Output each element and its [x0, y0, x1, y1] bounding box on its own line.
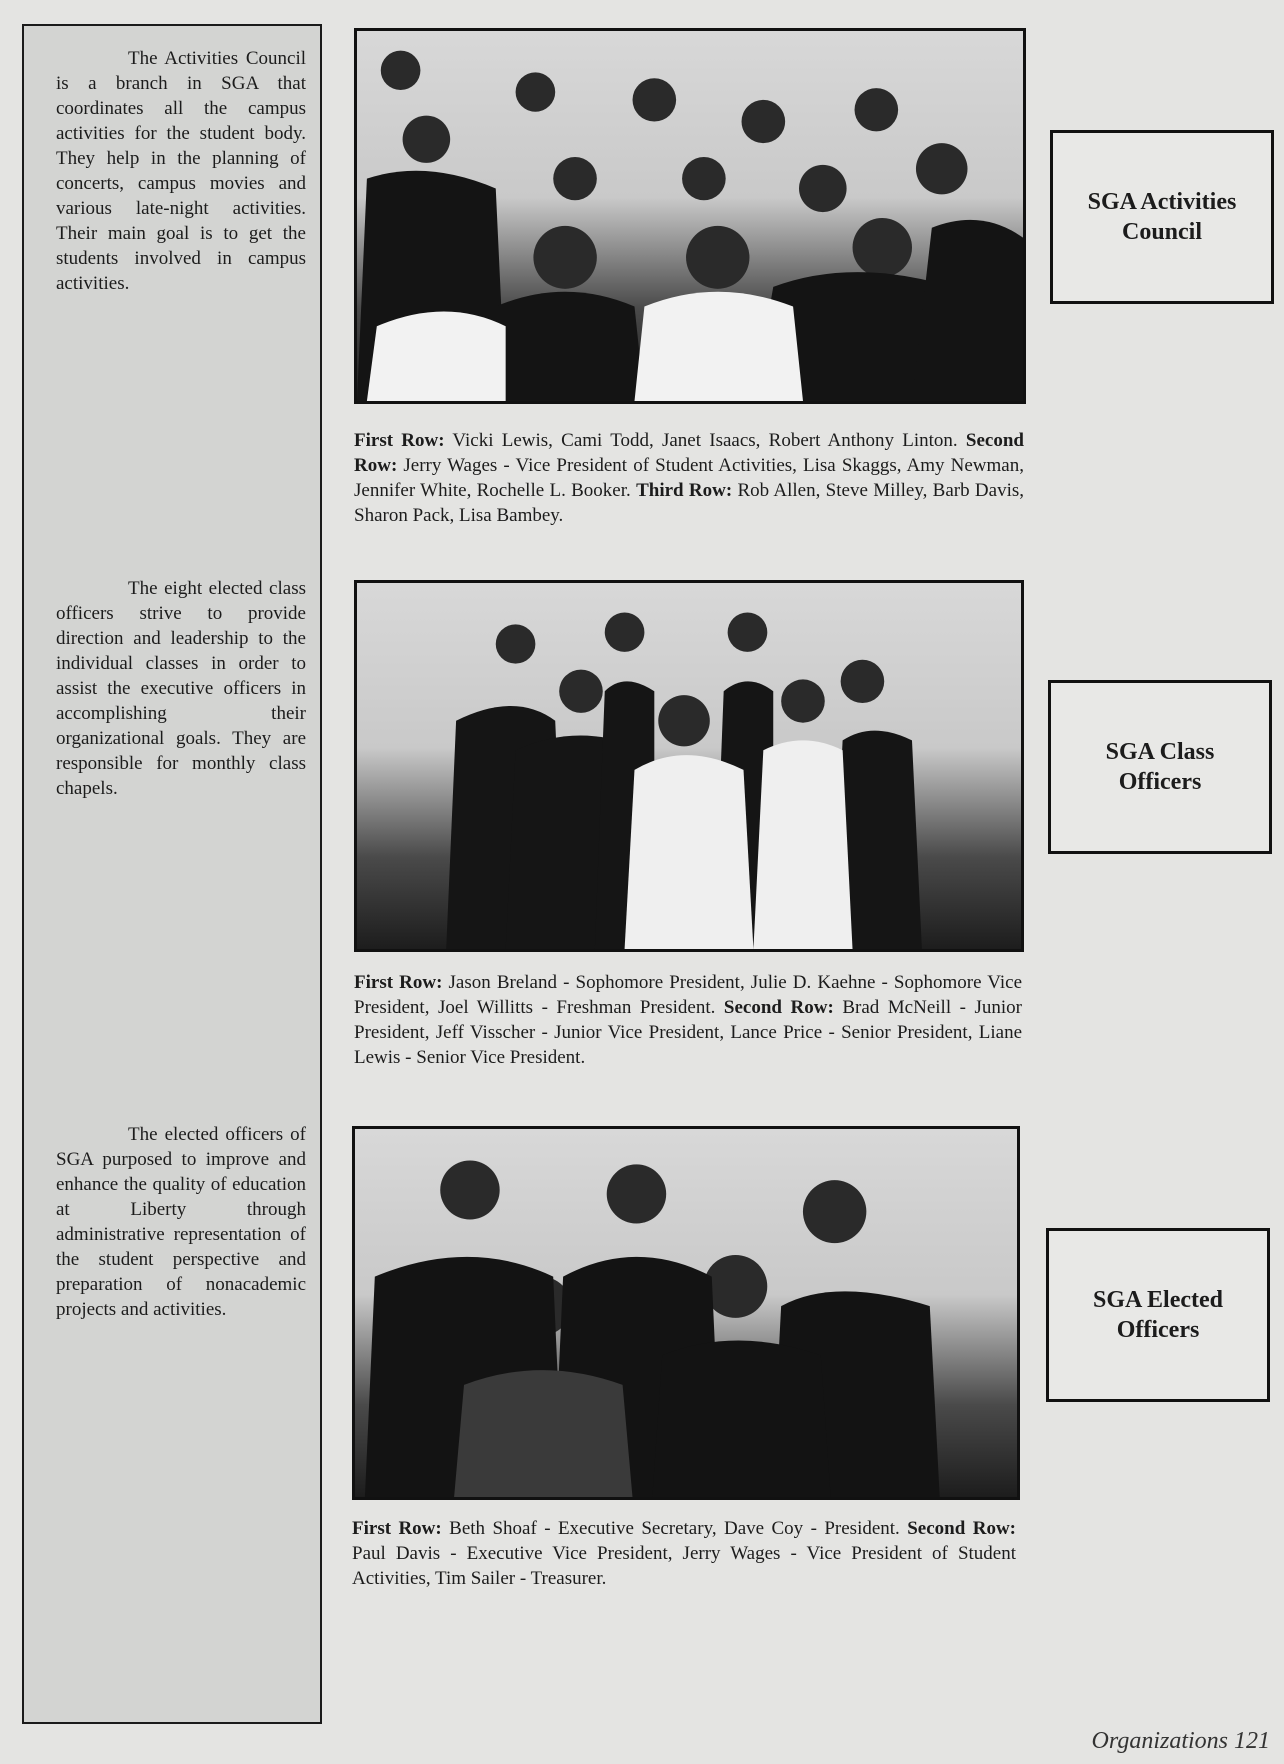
- activities-council-photo: [354, 28, 1026, 404]
- activities-council-caption: [354, 428, 1024, 528]
- group-photo-silhouettes: [355, 1129, 1017, 1497]
- caption-row-heading: Second Row:: [723, 997, 834, 1018]
- group-photo-silhouettes: [357, 31, 1023, 401]
- elected-officers-label: SGA Elected Officers: [1046, 1228, 1270, 1402]
- elected-officers-description: The elected officers of SGA purposed to improve and enhance the quality of education at Liberty through administrative representation of the student perspective and preparation of nonacademic projects and activities.: [56, 1124, 306, 1320]
- caption-row-names: Jerry Wages - Vice President of Student Activities, Lisa Skaggs, Amy Newman, Jennifer White, Rochelle L. Booker.: [354, 455, 1024, 501]
- caption-row-names: Rob Allen, Steve Milley, Barb Davis, Sharon Pack, Lisa Bambey.: [354, 480, 1024, 526]
- activities-council-description: The Activities Council is a branch in SGA that coordinates all the campus activities for the student body. They help in the planning of concerts, campus movies and various late-night activities. Their main goal is to get the students involved in campus activities.: [56, 48, 306, 294]
- caption-row-names: Jason Breland - Sophomore President, Julie D. Kaehne - Sophomore Vice President, Joel Willitts - Freshman President.: [354, 972, 1023, 1018]
- caption-row-names: Brad McNeill - Junior President, Jeff Visscher - Junior Vice President, Lance Price - Senior President, Liane Lewis - Senior Vice President.: [354, 997, 1023, 1068]
- caption-row-heading: First Row:: [354, 430, 445, 451]
- caption-row-heading: First Row:: [354, 972, 443, 993]
- caption-row-heading: Second Row:: [907, 1518, 1016, 1539]
- class-officers-photo: [354, 580, 1024, 952]
- caption-row-heading: Third Row:: [636, 480, 733, 501]
- caption-row-heading: First Row:: [352, 1518, 442, 1539]
- class-officers-caption: [354, 970, 1022, 1070]
- page-footer: Organizations 121: [1091, 1728, 1270, 1754]
- class-officers-description: The eight elected class officers strive to provide direction and leadership to the individual classes in order to assist the executive officers in accomplishing their organizational goals. They are responsible for monthly class chapels.: [56, 578, 306, 799]
- elected-officers-photo: [352, 1126, 1020, 1500]
- caption-row-heading: Second Row:: [354, 430, 1024, 476]
- class-officers-label: SGA Class Officers: [1048, 680, 1272, 854]
- group-photo-silhouettes: [357, 583, 1021, 949]
- activities-council-label: SGA Activities Council: [1050, 130, 1274, 304]
- caption-row-names: Paul Davis - Executive Vice President, Jerry Wages - Vice President of Student Activities, Tim Sailer - Treasurer.: [352, 1543, 1016, 1589]
- caption-row-names: Vicki Lewis, Cami Todd, Janet Isaacs, Robert Anthony Linton.: [444, 430, 966, 451]
- caption-row-names: Beth Shoaf - Executive Secretary, Dave Coy - President.: [441, 1518, 908, 1539]
- elected-officers-caption: [352, 1516, 1016, 1591]
